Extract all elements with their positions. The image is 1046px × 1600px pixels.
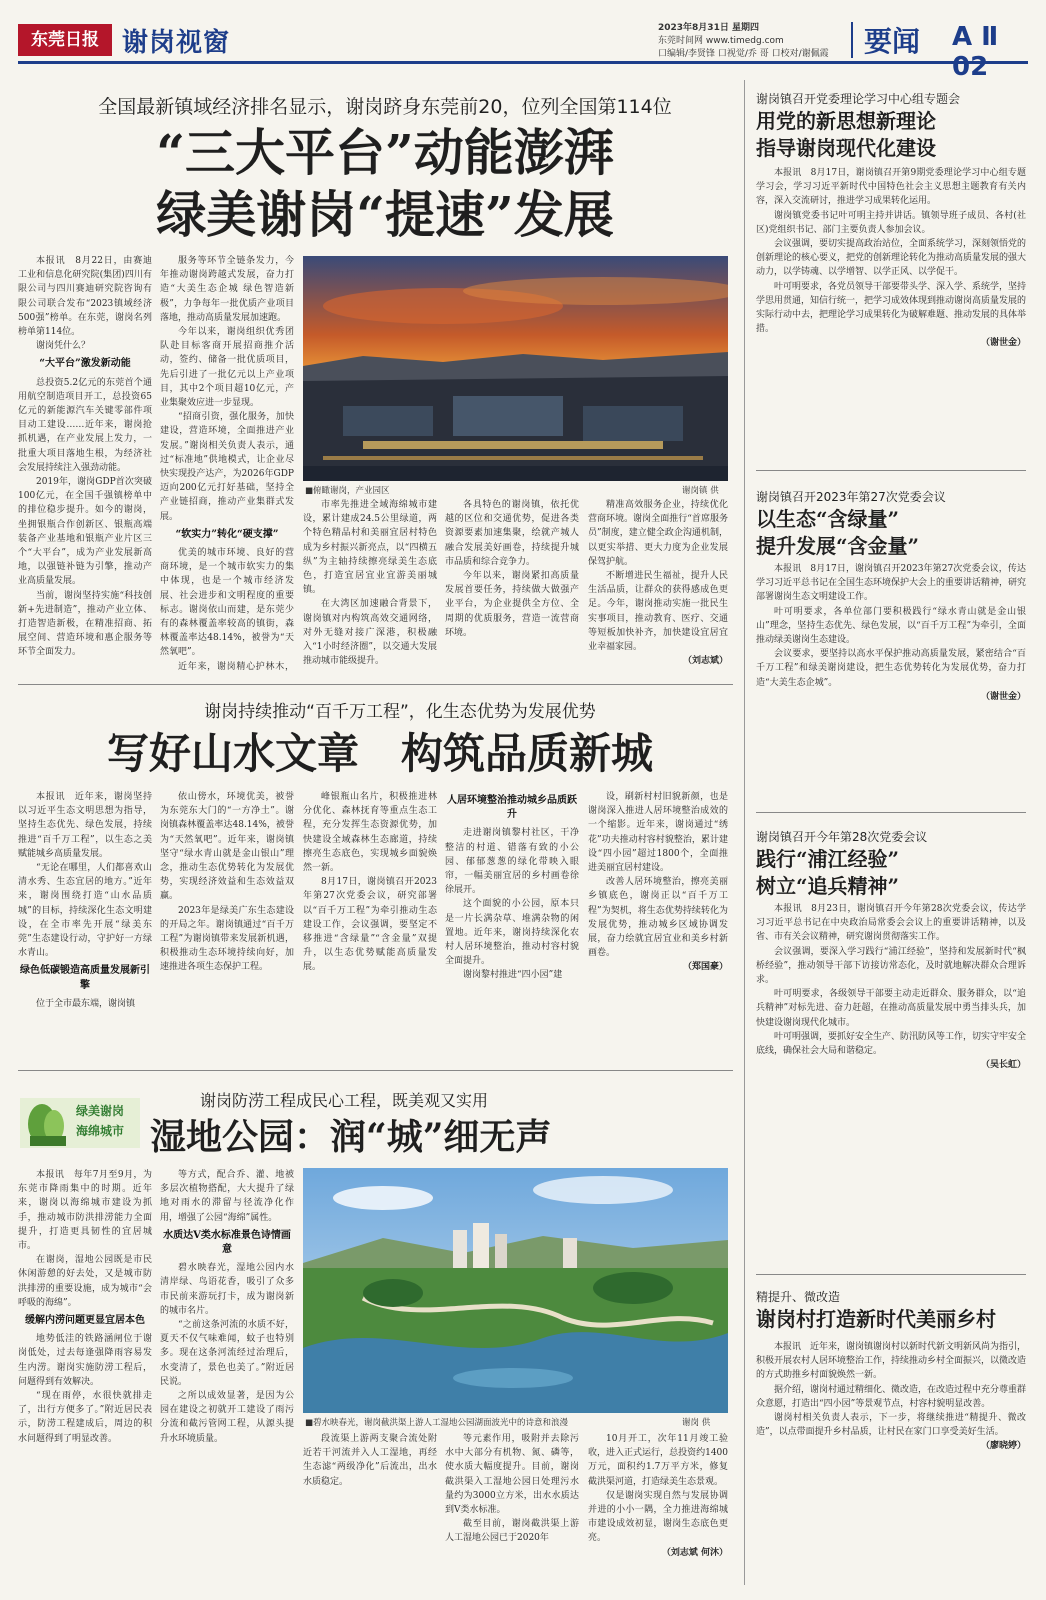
- story2-paragraph: 谢岗黎村推进“四小园”建: [463, 970, 563, 981]
- story1-paragraph: 优美的城市环境、良好的营商环境，是一个城市软实力的集中体现，也是一个城市经济发展、社会进步和文明程度的重要标志。谢岗依山而建，是东莞少有的森林覆盖率较高的镇街，森林覆盖率达48.14%，被誉为“天然氧吧”。: [160, 548, 294, 658]
- story2-title: 写好山水文章 构筑品质新城: [106, 729, 653, 778]
- sidebar-paragraph: 叶可明要求，各级领导干部要主动走近群众、服务群众，以“追兵精神”对标先进、奋力赶超，在推动高质量发展中勇当排头兵，加快建设谢岗现代化城市。: [756, 989, 1026, 1028]
- story1-author: （刘志斌）: [682, 656, 728, 667]
- story1-paragraph: 近年来，谢岗精心护林木，: [178, 661, 294, 672]
- sidebar-paragraph: 叶可明强调，要抓好安全生产、防汛防风等工作，切实守牢安全底线，确保社会大局和谐稳定。: [756, 1031, 1026, 1057]
- photo2-caption: ■碧水映春光，谢岗截洪渠上游人工湿地公园湖面波光中的诗意和浪漫: [305, 1418, 569, 1428]
- story2-author: （郑国豪）: [682, 962, 728, 973]
- masthead: [18, 18, 1028, 82]
- page-label: 要闻: [864, 25, 921, 58]
- sidebar-paragraph: 本报讯 8月17日，谢岗镇召开2023年第27次党委会议，传达学习习近平总书记在全国生态环境保护大会上的重要讲话精神，研究部署谢岗生态文明建设工作。: [756, 564, 1026, 603]
- sidebar-article1-title-line1: 用党的新思想新理论: [756, 109, 936, 133]
- story2-column-3: [303, 790, 437, 1060]
- story3-paragraph: “之前这条河流的水质不好，夏天不仅气味难闻，蚊子也特别多。现在这条河流经过治理后，水变清了，景色也美了。”附近居民说。: [160, 1320, 294, 1387]
- sidebar-article1-author: （谢世金）: [980, 338, 1026, 349]
- sidebar-paragraph: 叶可明要求，各党员领导干部要带头学、深入学、系统学，坚持学思用贯通，知信行统一，把学习成效体现到推动谢岗高质量发展的实际行动中去，把理论学习成果转化为破解难题、推动发展的具体举措。: [756, 281, 1026, 335]
- story1-paragraph: 2019年，谢岗GDP首次突破100亿元，在全国千强镇榜单中的排位稳步提升。如今的谢岗，坐拥银瓶合作创新区、银瓶高端装备产业基地和银瓶产业片区三个“大平台”，成为产业发展新高地，以强链补链为引擎，推动产业高质量发展。: [18, 477, 152, 587]
- sidebar-article1-kicker: 谢岗镇召开党委理论学习中心组专题会: [756, 92, 961, 106]
- story1-column-3: [303, 498, 437, 674]
- masthead-divider: [851, 22, 853, 58]
- story3-subhead: 水质达V类水标准景色诗情画意: [163, 1229, 291, 1256]
- sidebar-article3-title-line2: 树立“追兵精神”: [756, 874, 900, 898]
- story1-title: [60, 122, 710, 246]
- photo1-caption: ■俯瞰谢岗，产业园区: [305, 486, 390, 496]
- story1-paragraph: 服务等环节全链条发力，今年推动谢岗跨越式发展，奋力打造“大美生态企城 绿色智造新极”，力争每年一批优质产业项目落地，推动高质量发展加速跑。: [160, 256, 294, 323]
- date-block: [658, 22, 843, 61]
- story3-paragraph: 碧水映春光，湿地公园内水清岸绿、鸟语花香，吸引了众多市民前来游玩打卡，成为谢岗新的城市名片。: [160, 1263, 294, 1316]
- story1-title-line1: “三大平台”动能澎湃: [156, 123, 614, 182]
- sidebar-article4-body: [756, 1340, 1026, 1588]
- story1-paragraph: 总投资5.2亿元的东莞首个通用航空制造项目开工，总投资65亿元的新能源汽车关键零部件项目动工建设……近年来，谢岗抢抓机遇，在产业发展上发力，一批重大项目落地生根，为经济社会发展持续注入强劲动能。: [18, 377, 152, 473]
- story2-pretitle: 谢岗持续推动“百千万工程”，化生态优势为发展优势: [204, 702, 596, 722]
- sidebar-article3-kicker: 谢岗镇召开今年第28次党委会议: [756, 830, 928, 844]
- industrial-park-photo-art: [303, 256, 728, 481]
- sidebar-article1-title-line2: 指导谢岗现代化建设: [756, 136, 936, 160]
- story3-paragraph: 地势低洼的铁路涵闸位于谢岗低处，过去每逢强降雨容易发生内涝。谢岗实施防涝工程后，问题得到有效解决。: [18, 1334, 152, 1387]
- newspaper-logo: 东莞日报: [18, 24, 112, 56]
- sidebar-article1-body: [756, 166, 1026, 458]
- sidebar-article2-title: [756, 506, 1026, 560]
- story3-paragraph: 在谢岗，湿地公园既是市民休闲游憩的好去处，又是城市防洪排涝的重要设施，成为城市“会呼吸的海绵”。: [18, 1255, 152, 1308]
- story2-paragraph: 2023年是绿美广东生态建设的开局之年。谢岗镇通过“百千万工程”为谢岗镇带来发展新机遇，积极推动生态环境持续向好，加速推进各项生态保护工程。: [160, 905, 294, 973]
- editors-line: 口编辑/李贤锋 口视觉/乔 哥 口校对/谢佩霞: [658, 49, 829, 59]
- story2-column-5: [588, 790, 728, 1060]
- story1-paragraph: 谢岗凭什么？: [36, 341, 91, 352]
- sidebar-article2-author: （谢世金）: [980, 691, 1026, 702]
- story2-paragraph: 峰银瓶山名片，积极推进林分优化、森林抚育等重点生态工程，充分发挥生态资源优势，加快建设全域森林生态廊道，持续擦亮生态底色，实现城乡面貌焕然一新。: [303, 792, 437, 874]
- story3-paragraph: 等方式，配合乔、灌、地被多层次植物搭配，大大提升了绿地对雨水的滞留与径流净化作用，增强了公园“海绵”属性。: [160, 1170, 294, 1223]
- story1-column-5: [588, 498, 728, 674]
- wetland-park-photo: [303, 1168, 728, 1413]
- sidebar-article2-title-line1: 以生态“含绿量”: [756, 507, 900, 531]
- story2-paragraph: 这个面貌的小公园，原本只是一片长满杂草、堆满杂物的闲置地。近年来，谢岗持续深化农村人居环境整治，推动村容村貌全面提升。: [445, 899, 579, 967]
- photo2-credit: 谢岗 供: [682, 1418, 711, 1428]
- badge-line2: 海绵城市: [76, 1124, 125, 1138]
- sidebar-article2-title-line2: 提升发展“含金量”: [756, 534, 920, 558]
- story1-column-2: [160, 254, 294, 674]
- story2-paragraph: 本报讯 近年来，谢岗坚持以习近平生态文明思想为指导，坚持生态优先、绿色发展，持续推进“百千万工程”，以生态之美赋能城乡高质量发展。: [18, 792, 152, 859]
- story1-paragraph: 今年以来，谢岗组织优秀团队赴目标客商开展招商推介活动，签约、储备一批优质项目，先后引进了一批亿元以上产业项目，其中2个项目超10亿元，产业集聚效应进一步显现。: [160, 327, 294, 409]
- story2-paragraph: 8月17日，谢岗镇召开2023年第27次党委会议，研究部署以“百千万工程”为牵引推动生态建设工作，会议强调，要坚定不移推进“含绿量”“含金量”双提升，以生态优势赋能高质量发展。: [303, 877, 437, 973]
- story3-paragraph: 段流渠上游两支聚合流处附近若干河流并入人工湿地，再经生态滤“两级净化”后流出，出水水质稳定。: [303, 1434, 437, 1487]
- story3-paragraph: 仅是谢岗实现自然与发展协调并进的小小一隅，全力推进海绵城市建设成效初显，谢岗生态底色更亮。: [588, 1490, 728, 1544]
- story2-paragraph: “无论在哪里，人们都喜欢山清水秀、生态宜居的地方。”近年来，谢岗围绕打造“山水品质城”的目标，持续深化生态文明建设，在全市率先开展“绿美东莞”生态建设行动，守护好一方绿水青山。: [18, 863, 152, 959]
- sidebar-article3-title: [756, 846, 1026, 900]
- story3-paragraph: 10月开工，次年11月竣工验收，进入正式运行，总投资约1400万元，面积约1.7万平方米，修复截洪渠河道，打造绿美生态景观。: [588, 1434, 728, 1487]
- sidebar-article4-kicker: 精提升、微改造: [756, 1290, 841, 1304]
- story3-paragraph: “现在雨停，水很快就排走了，出行方便多了。”附近居民表示，防涝工程建成后，周边的积水问题得到了明显改善。: [18, 1391, 152, 1444]
- story-divider: [18, 684, 733, 685]
- sidebar-divider-line: [756, 470, 1026, 471]
- sidebar-paragraph: 本报讯 8月23日，谢岗镇召开今年第28次党委会议，传达学习习近平总书记在中央政治局常委会会议上的重要讲话精神，以及省、市有关会议精神，研究谢岗贯彻落实工作。: [756, 904, 1026, 943]
- story1-column-4: [445, 498, 579, 674]
- story3-column-5: [588, 1432, 728, 1588]
- sidebar-article2-body: [756, 562, 1026, 802]
- story2-column-4: [445, 790, 579, 1060]
- story1-title-line2: 绿美谢岗“提速”发展: [156, 185, 614, 244]
- story2-subhead: 绿色低碳锻造高质量发展新引擎: [20, 965, 150, 991]
- story1-subhead: “软实力”转化“硬支撑”: [175, 528, 279, 540]
- story3-paragraph: 截至目前，谢岗截洪渠上游人工湿地公园已于2020年: [445, 1519, 579, 1544]
- sidebar-paragraph: 叶可明要求，各单位部门要积极践行“绿水青山就是金山银山”理念，坚持生态优先、绿色发展，以“百千万工程”为牵引，全面推动绿美谢岗生态建设。: [756, 606, 1026, 646]
- sidebar-paragraph: 会议强调，要深入学习践行“浦江经验”，坚持和发展新时代“枫桥经验”，推动领导干部下访接访常态化，及时就地解决群众合理诉求。: [756, 946, 1026, 986]
- sidebar-article1-title: [756, 108, 1026, 162]
- story1-paragraph: 在大湾区加速融合背景下，谢岗镇对内构筑高效交通网络，对外无缝对接广深港，积极融入“1小时经济圈”，以交通大发展推动城市能级提升。: [303, 599, 437, 667]
- story2-paragraph: 走进谢岗镇黎村社区，干净整洁的村道、错落有致的小公园、郁郁葱葱的绿化带映入眼帘，一幅美丽宜居的乡村画卷徐徐展开。: [445, 828, 579, 896]
- wetland-park-photo-art: [303, 1168, 728, 1413]
- story1-pretitle: 全国最新镇域经济排名显示，谢岗跻身东莞前20，位列全国第114位: [98, 96, 672, 118]
- story1-paragraph: 本报讯 8月22日，由赛迪工业和信息化研究院(集团)四川有限公司与四川赛迪研究院咨询有限公司联合发布“2023镇域经济500强”榜单。在东莞，谢岗名列榜单第114位。: [18, 256, 152, 338]
- sidebar-article3-body: [756, 902, 1026, 1262]
- story3-subhead: 缓解内涝问题更显宜居本色: [25, 1315, 145, 1327]
- sidebar-paragraph: 本报讯 8月17日，谢岗镇召开第9期党委理论学习中心组专题学习会，学习习近平新时代中国特色社会主义思想主题教育有关内容，深入交流研讨，推进学习成果转化运用。: [756, 168, 1026, 207]
- photo1-credit: 谢岗镇 供: [682, 486, 719, 496]
- section-name: 谢岗视窗: [122, 28, 231, 58]
- sidebar-divider-line: [756, 1274, 1026, 1275]
- story3-column-2: [160, 1168, 294, 1588]
- story-divider: [18, 1070, 733, 1071]
- sidebar-paragraph: 谢岗村相关负责人表示，下一步，将继续推进“精提升、微改造”，以点带面提升乡村品质，让村民在家门口享受美好生活。: [756, 1413, 1026, 1438]
- sidebar-paragraph: 谢岗镇党委书记叶可明主持并讲话。镇领导班子成员、各村(社区)党组织书记、部门主要负责人参加会议。: [756, 210, 1026, 235]
- story3-column-3: [303, 1432, 437, 1588]
- story3-column-1: [18, 1168, 152, 1588]
- story1-paragraph: 今年以来，谢岗紧扣高质量发展首要任务，持续做大做强产业平台，为企业提供全方位、全周期的优质服务，营造一流营商环境。: [445, 571, 579, 638]
- sidebar-article2-kicker: 谢岗镇召开2023年第27次党委会议: [756, 490, 946, 504]
- story2-paragraph: 依山傍水，环境优美，被誉为东莞东大门的“一方净土”。谢岗镇森林覆盖率达48.14%，被誉为“天然氧吧”。近年来，谢岗镇坚守“绿水青山就是金山银山”理念，推动生态优势转化为发展优势，实现经济效益和生态效益双赢。: [160, 792, 294, 902]
- sidebar-paragraph: 会议强调，要切实提高政治站位，全面系统学习，深刻领悟党的创新理论的核心要义，把党的创新理论转化为推动高质量发展的强大动力，以学铸魂、以学增智、以学正风、以学促干。: [756, 239, 1026, 278]
- story1-paragraph: 市率先推进全域海绵城市建设，累计建成24.5公里绿道，两个特色精品村和美丽宜居村特色成为乡村振兴新亮点，以“四横五纵”为主轴持续擦亮绿美生态底色，打造宜居宜业宜游美丽城镇。: [303, 500, 437, 596]
- story2-subhead: 人居环境整治推动城乡品质跃升: [447, 795, 577, 821]
- sidebar-article4-title: 谢岗村打造新时代美丽乡村: [756, 1307, 996, 1331]
- sidebar-divider: [744, 80, 745, 1585]
- story1-paragraph: “招商引资，强化服务，加快建设，营造环境，全面推进产业发展。”谢岗相关负责人表示，通过“标准地”供地模式，让企业尽快实现投产达产，为2026年GDP迈向200亿元打好基础，坚持全产业链招商，推动产业集群式发展。: [160, 412, 294, 522]
- story2-column-2: [160, 790, 294, 1060]
- story2-paragraph: 位于全市最东端，谢岗镇: [36, 998, 136, 1009]
- story3-title: 湿地公园：润“城”细无声: [150, 1116, 552, 1158]
- story3-paragraph: 等元素作用，吸附并去除污水中大部分有机物、氮、磷等，使水质大幅度提升。目前，谢岗截洪渠入工湿地公园日处理污水量约为3000立方米，出水水质达到V类水标准。: [445, 1434, 579, 1516]
- sidebar-paragraph: 本报讯 近年来，谢岗镇谢岗村以新时代新文明新风尚为指引，积极开展农村人居环境整治工作，持续推动乡村全面振兴，以微改造的方式助推乡村面貌焕然一新。: [756, 1342, 1026, 1381]
- story1-paragraph: 不断增进民生福祉，提升人民生活品质，让群众的获得感成色更足。今年，谢岗推动实施一批民生实事项目，推动教育、医疗、交通等短板加快补齐，加快建设宜居宜业幸福家园。: [588, 571, 728, 653]
- story2-paragraph: 设，刷新村村旧貌新颜，也是谢岗深入推进人居环境整治成效的一个缩影。近年来，谢岗通过“绣花”功夫推动村容村貌整治，累计建设“四小园”超过1800个，全面推进美丽宜居村建设。: [588, 792, 728, 874]
- sidebar-paragraph: 会议要求，要坚持以高水平保护推动高质量发展，紧密结合“百千万工程”和绿美谢岗建设，把生态优势转化为发展优势，奋力打造“大美生态企城”。: [756, 649, 1026, 688]
- issue-date: 2023年8月31日 星期四: [658, 23, 759, 33]
- page-number: A Ⅱ 02: [952, 22, 999, 82]
- story2-paragraph: 改善人居环境整治，擦亮美丽乡镇底色，谢岗正以“百千万工程”为契机，将生态优势持续转化为发展优势，推动城乡区域协调发展，奋力绘就宜居宜业和美乡村新画卷。: [588, 877, 728, 959]
- story1-column-1: [18, 254, 152, 674]
- sidebar-article4-author: （廖晓婷）: [980, 1441, 1026, 1452]
- sidebar-paragraph: 据介绍，谢岗村通过精细化、微改造，在改造过程中充分尊重群众意愿，打造出“四小园”等景观节点，村容村貌明显改善。: [756, 1384, 1026, 1409]
- story1-subhead: “大平台”激发新动能: [39, 358, 131, 370]
- story3-column-4: [445, 1432, 579, 1588]
- story3-pretitle: 谢岗防涝工程成民心工程，既美观又实用: [200, 1091, 489, 1110]
- sidebar-article3-title-line1: 践行“浦江经验”: [756, 847, 900, 871]
- story1-paragraph: 当前，谢岗坚持实施“科技创新+先进制造”，推动产业立体、打造智造新极，在精准招商、拓展空间、营造环境和惠企服务等环节全面发力。: [18, 590, 152, 658]
- story2-column-1: [18, 790, 152, 1060]
- story1-paragraph: 精准高效服务企业，持续优化营商环境。谢岗全面推行“首席服务员”制度，建立健全政企沟通机制，以更实举措、更大力度为企业发展保驾护航。: [588, 500, 728, 567]
- industrial-park-photo: [303, 256, 728, 481]
- sidebar-article3-author: （吴长虹）: [980, 1060, 1026, 1071]
- story3-paragraph: 之所以成效显著，是因为公园在建设之初就开工建设了雨污分流和截污管网工程，从源头提升水环境质量。: [160, 1391, 294, 1444]
- badge-line1: 绿美谢岗: [76, 1104, 125, 1118]
- story3-paragraph: 本报讯 每年7月至9月，为东莞市降雨集中的时期。近年来，谢岗以海绵城市建设为抓手，推动城市防洪排涝能力全面提升，打造更具韧性的宜居城市。: [18, 1170, 152, 1252]
- story3-author: （刘志斌 何沐）: [661, 1547, 728, 1558]
- green-city-badge: [20, 1098, 140, 1148]
- story1-paragraph: 各具特色的谢岗镇，依托优越的区位和交通优势，促进各类资源要素加速集聚，绘就产城人融合发展美好画卷，持续提升城市品质和综合竞争力。: [445, 500, 579, 567]
- site-url: 东莞时间网 www.timedg.com: [658, 36, 784, 46]
- sidebar-divider-line: [756, 812, 1026, 813]
